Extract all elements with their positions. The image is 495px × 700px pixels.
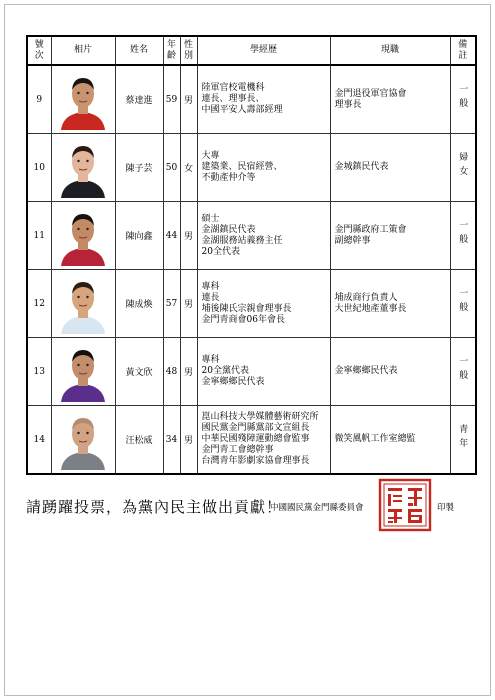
note-text: 一般	[457, 220, 468, 248]
education-line: 碩士	[201, 213, 220, 224]
education-line: 台灣青年影劇家協會理事長	[201, 456, 310, 466]
header-sex: 性 別	[180, 36, 197, 65]
candidate-current-job	[330, 65, 450, 134]
table-row	[27, 65, 476, 134]
job-line: 金門退役軍官協會	[334, 88, 407, 99]
header-name: 姓名	[115, 36, 163, 65]
candidate-age: 59	[163, 65, 180, 134]
candidate-name: 汪松威	[115, 406, 163, 475]
table-row	[27, 406, 476, 475]
education-line: 大專	[201, 151, 220, 161]
header-education: 學經歷	[197, 36, 330, 65]
education-line: 陸軍官校電機科	[201, 83, 265, 93]
candidate-age: 50	[163, 134, 180, 202]
footer-organization: 中國國民黨金門縣委員會	[270, 503, 364, 513]
candidate-sex: 女	[180, 134, 197, 202]
education-line: 專科	[201, 355, 220, 365]
candidate-education	[197, 202, 330, 270]
job-line: 理事長	[334, 99, 362, 110]
candidate-sex: 男	[180, 338, 197, 406]
candidate-photo-cell	[51, 270, 115, 338]
candidate-age: 44	[163, 202, 180, 270]
footer-print-label: 印製	[437, 503, 455, 513]
education-line: 不動產仲介等	[201, 173, 256, 183]
table-row	[27, 202, 476, 270]
job-line: 副總幹事	[334, 235, 371, 246]
party-seal-stamp	[378, 478, 432, 532]
candidate-name: 陳子芸	[115, 134, 163, 202]
candidate-age: 48	[163, 338, 180, 406]
education-line: 20全黨代表	[201, 366, 249, 376]
candidate-current-job	[330, 270, 450, 338]
education-line: 埔後陳氏宗親會理事長	[201, 303, 292, 314]
candidate-name: 陳成煥	[115, 270, 163, 338]
candidate-number: 13	[27, 338, 51, 406]
candidate-note	[450, 202, 476, 270]
candidate-table	[26, 35, 477, 475]
education-line: 20全代表	[201, 246, 240, 257]
table-row	[27, 270, 476, 338]
candidate-name: 黃文欣	[115, 338, 163, 406]
job-line: 微笑風帆工作室總監	[334, 434, 416, 444]
note-text: 一般	[457, 288, 468, 316]
education-line: 金湖鎮民代表	[201, 224, 256, 235]
candidate-sex: 男	[180, 270, 197, 338]
education-line: 金門青商會06年會長	[201, 314, 285, 325]
candidate-photo-cell	[51, 134, 115, 202]
candidate-number: 9	[27, 65, 51, 134]
education-line: 崑山科技大學媒體藝術研究所	[201, 412, 319, 422]
education-line: 連長	[201, 292, 220, 303]
education-line: 金門青工會總幹事	[201, 445, 274, 455]
candidate-education	[197, 270, 330, 338]
candidate-note	[450, 270, 476, 338]
table-row	[27, 134, 476, 202]
candidate-number: 14	[27, 406, 51, 475]
candidate-note	[450, 65, 476, 134]
candidate-note	[450, 338, 476, 406]
job-line: 金門縣政府工策會	[334, 224, 407, 235]
candidate-education	[197, 134, 330, 202]
note-text: 青年	[457, 424, 468, 452]
candidate-sex: 男	[180, 202, 197, 270]
candidate-photo	[57, 274, 109, 334]
candidate-education	[197, 65, 330, 134]
candidate-sex: 男	[180, 65, 197, 134]
education-line: 連長、理事長、	[201, 94, 265, 104]
candidate-name: 蔡達進	[115, 65, 163, 134]
header-note: 備 註	[450, 36, 476, 65]
candidate-photo	[57, 206, 109, 266]
job-line: 金寧鄉鄉民代表	[334, 366, 398, 376]
candidate-photo-cell	[51, 338, 115, 406]
candidate-age: 34	[163, 406, 180, 475]
note-text: 一般	[457, 356, 468, 384]
education-line: 中華民國殘障運動總會監事	[201, 434, 310, 444]
job-line: 埔成商行負責人	[334, 292, 398, 303]
candidate-photo-cell	[51, 202, 115, 270]
candidate-number: 11	[27, 202, 51, 270]
candidate-education	[197, 338, 330, 406]
table-row	[27, 338, 476, 406]
education-line: 中國平安人壽部經理	[201, 105, 283, 115]
candidate-photo-cell	[51, 65, 115, 134]
candidate-photo	[57, 410, 109, 470]
candidate-current-job	[330, 406, 450, 475]
candidate-current-job	[330, 338, 450, 406]
education-line: 金湖服務站義務主任	[201, 235, 283, 246]
job-line: 大世紀地產董事長	[334, 303, 407, 314]
candidate-photo	[57, 342, 109, 402]
education-line: 建築業、民宿經營、	[201, 162, 283, 172]
note-text: 婦女	[457, 152, 468, 180]
header-photo: 相片	[51, 36, 115, 65]
job-line: 金城鎮民代表	[334, 162, 389, 172]
table-header-row	[27, 36, 476, 65]
candidate-photo-cell	[51, 406, 115, 475]
education-line: 金寧鄉鄉民代表	[201, 377, 265, 387]
candidate-photo	[57, 70, 109, 130]
header-job: 現職	[330, 36, 450, 65]
candidate-number: 12	[27, 270, 51, 338]
footer-slogan: 請踴躍投票，為黨內民主做出貢獻！	[26, 498, 283, 516]
candidate-current-job	[330, 134, 450, 202]
candidate-current-job	[330, 202, 450, 270]
candidate-number: 10	[27, 134, 51, 202]
education-line: 國民黨金門縣黨部文宣組長	[201, 423, 310, 433]
education-line: 專科	[201, 281, 220, 292]
note-text: 一般	[457, 84, 468, 112]
candidate-sex: 男	[180, 406, 197, 475]
candidate-name: 陳向鑫	[115, 202, 163, 270]
candidate-photo	[57, 138, 109, 198]
candidate-note	[450, 406, 476, 475]
candidate-age: 57	[163, 270, 180, 338]
candidate-note	[450, 134, 476, 202]
header-no: 號 次	[27, 36, 51, 65]
candidate-education	[197, 406, 330, 475]
header-age: 年 齡	[163, 36, 180, 65]
